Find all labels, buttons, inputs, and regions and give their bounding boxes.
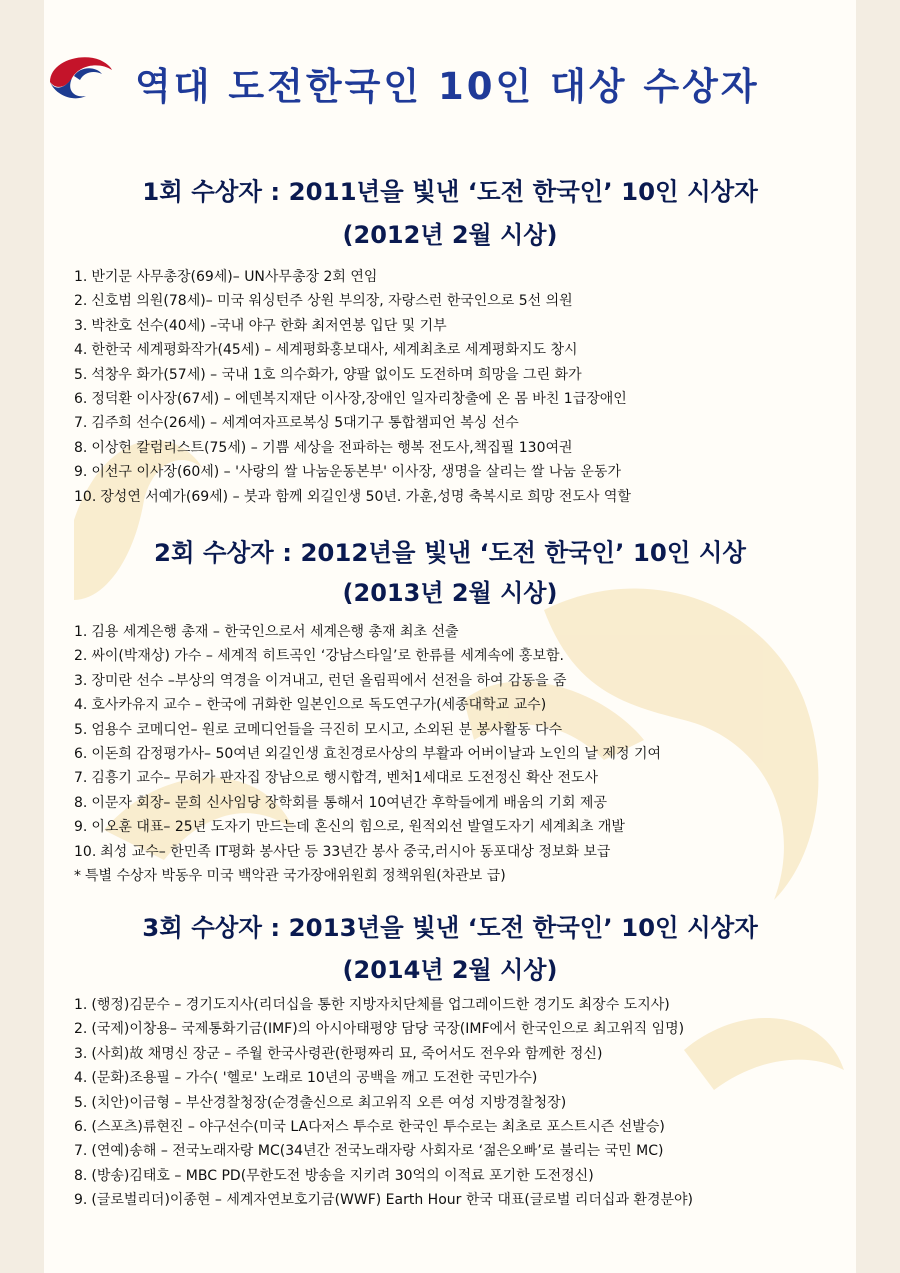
list-item	[74, 363, 631, 387]
item-text: 싸이(박재상) 가수 – 세계적 히트곡인 ‘강남스타일’로 한류를 세계속에 홍보함.	[91, 648, 564, 665]
list-item	[74, 460, 631, 484]
item-text: 김흥기 교수– 무허가 판자집 장남으로 행시합격, 벤처1세대로 도전정신 확산 전도사	[91, 770, 599, 787]
item-text: 엄용수 코메디언– 원로 코메디언들을 극진히 모시고, 소외된 분 봉사활동 다수	[91, 721, 563, 738]
item-number: 8.	[74, 794, 88, 811]
section-1-list	[74, 265, 631, 509]
list-item	[74, 840, 661, 864]
item-number: 1.	[74, 997, 88, 1013]
item-number: 2.	[74, 648, 88, 665]
list-item	[74, 791, 661, 815]
item-text: 이선구 이사장(60세) – '사랑의 쌀 나눔운동본부' 이사장, 생명을 살리는 쌀 나눔 운동가	[91, 464, 621, 481]
section-1-heading: 1회 수상자 : 2011년을 빛낸 ‘도전 한국인’ 10인 시상자	[142, 177, 758, 206]
item-text: 한한국 세계평화작가(45세) – 세계평화홍보대사, 세계최초로 세계평화지도 창시	[91, 342, 578, 359]
item-number: 9.	[74, 819, 88, 836]
list-item	[74, 265, 631, 289]
section-2-subheading: (2013년 2월 시상)	[342, 579, 558, 607]
list-item	[74, 766, 661, 790]
list-item	[74, 742, 661, 766]
item-number: *	[74, 867, 81, 884]
item-number: 6.	[74, 390, 88, 407]
item-number: 10.	[74, 488, 97, 505]
list-item	[74, 436, 631, 460]
list-item	[74, 289, 631, 313]
item-text: 박찬호 선수(40세) –국내 야구 한화 최저연봉 입단 및 기부	[91, 317, 447, 334]
section-2-list	[74, 620, 661, 888]
list-item	[74, 485, 631, 509]
list-item	[74, 718, 661, 742]
list-item	[74, 411, 631, 435]
list-item	[74, 1188, 693, 1212]
list-item	[74, 1115, 693, 1139]
item-number: 7.	[74, 770, 88, 787]
item-text: 반기문 사무총장(69세)– UN사무총장 2회 연임	[91, 269, 378, 285]
item-text: (문화)조용필 – 가수( '헬로' 노래로 10년의 공백을 깨고 도전한 국민가수)	[91, 1070, 538, 1087]
list-item	[74, 1042, 693, 1066]
item-number: 6.	[74, 745, 88, 762]
item-number: 10.	[74, 843, 97, 860]
list-item	[74, 644, 661, 668]
list-item	[74, 387, 631, 411]
item-text: (사회)故 채명신 장군 – 주월 한국사령관(한평짜리 묘, 죽어서도 전우와 함께한 정신)	[91, 1045, 603, 1062]
item-number: 1.	[74, 624, 88, 640]
item-number: 1.	[74, 269, 88, 285]
item-number: 7.	[74, 415, 88, 432]
section-1-subheading: (2012년 2월 시상)	[342, 221, 558, 249]
item-number: 3.	[74, 672, 88, 689]
item-number: 4.	[74, 697, 88, 714]
item-text: (행정)김문수 – 경기도지사(리더십을 통한 지방자치단체를 업그레이드한 경기도 최장수 도지사)	[91, 997, 670, 1013]
list-item	[74, 1017, 693, 1041]
item-text: (연예)송해 – 전국노래자랑 MC(34년간 전국노래자랑 사회자로 ‘젊은오빠’로 불리는 국민 MC)	[91, 1143, 664, 1160]
item-text: (방송)김태호 – MBC PD(무한도전 방송을 지키려 30억의 이적료 포기한 도전정신)	[91, 1167, 594, 1184]
item-text: 호사카유지 교수 – 한국에 귀화한 일본인으로 독도연구가(세종대학교 교수)	[91, 697, 547, 714]
list-item	[74, 314, 631, 338]
list-item	[74, 1164, 693, 1188]
item-text: 석창우 화가(57세) – 국내 1호 의수화가, 양팔 없이도 도전하며 희망을 그린 화가	[91, 366, 582, 383]
list-item	[74, 669, 661, 693]
list-item	[74, 1066, 693, 1090]
list-item	[74, 693, 661, 717]
item-number: 5.	[74, 366, 88, 383]
section-3-heading: 3회 수상자 : 2013년을 빛낸 ‘도전 한국인’ 10인 시상자	[142, 913, 758, 942]
section-2-heading: 2회 수상자 : 2012년을 빛낸 ‘도전 한국인’ 10인 시상	[154, 538, 746, 567]
item-number: 9.	[74, 464, 88, 481]
list-item	[74, 864, 661, 888]
item-number: 6.	[74, 1118, 88, 1135]
list-item	[74, 338, 631, 362]
item-text: 장성연 서예가(69세) – 붓과 함께 외길인생 50년. 가훈,성명 축복시로 희망 전도사 역할	[100, 488, 631, 505]
item-text: (국제)이창용– 국제통화기금(IMF)의 아시아태평양 담당 국장(IMF에서 한국인으로 최고위직 임명)	[91, 1021, 685, 1038]
item-number: 7.	[74, 1143, 88, 1160]
item-number: 5.	[74, 1094, 88, 1111]
list-item	[74, 620, 661, 644]
section-3-subheading: (2014년 2월 시상)	[342, 956, 558, 984]
item-text: 신호범 의원(78세)– 미국 워싱턴주 상원 부의장, 자랑스런 한국인으로 5선 의원	[91, 293, 573, 310]
item-number: 4.	[74, 1070, 88, 1087]
item-text: (글로벌리더)이종현 – 세계자연보호기금(WWF) Earth Hour 한국 대표(글로벌 리더십과 환경분야)	[91, 1192, 693, 1209]
item-text: 최성 교수– 한민족 IT평화 봉사단 등 33년간 봉사 중국,러시아 동포대상 정보화 보급	[100, 843, 611, 860]
item-text: (스포츠)류현진 – 야구선수(미국 LA다저스 투수로 한국인 투수로는 최초로 포스트시즌 선발승)	[91, 1118, 665, 1135]
item-text: 정덕환 이사장(67세) – 에덴복지재단 이사장,장애인 일자리창출에 온 몸 바친 1급장애인	[91, 390, 627, 407]
item-text: 특별 수상자 박동우 미국 백악관 국가장애위원회 정책위원(차관보 급)	[85, 867, 506, 884]
item-number: 8.	[74, 439, 88, 456]
item-number: 4.	[74, 342, 88, 359]
item-text: (치안)이금형 – 부산경찰청장(순경출신으로 최고위직 오른 여성 지방경찰청장)	[91, 1094, 567, 1111]
item-number: 9.	[74, 1192, 88, 1209]
list-item	[74, 815, 661, 839]
section-3-list	[74, 993, 693, 1213]
item-number: 3.	[74, 1045, 88, 1062]
item-number: 2.	[74, 293, 88, 310]
list-item	[74, 993, 693, 1017]
item-number: 3.	[74, 317, 88, 334]
taegeuk-logo-icon	[40, 52, 114, 104]
item-number: 5.	[74, 721, 88, 738]
item-text: 김주희 선수(26세) – 세계여자프로복싱 5대기구 통합챔피언 복싱 선수	[91, 415, 519, 432]
list-item	[74, 1091, 693, 1115]
item-text: 김용 세계은행 총재 – 한국인으로서 세계은행 총재 최초 선출	[91, 624, 459, 640]
item-text: 장미란 선수 –부상의 역경을 이겨내고, 런던 올림픽에서 선전을 하여 감동을 줌	[91, 672, 567, 689]
item-number: 2.	[74, 1021, 88, 1038]
item-text: 이오훈 대표– 25년 도자기 만드는데 혼신의 힘으로, 원적외선 발열도자기 세계최초 개발	[91, 819, 625, 836]
item-text: 이상헌 칼럼리스트(75세) – 기쁨 세상을 전파하는 행복 전도사,책집필 130여권	[91, 439, 573, 456]
item-text: 이문자 회장– 문희 신사임당 장학회를 통해서 10여년간 후학들에게 배움의 기회 제공	[91, 794, 607, 811]
list-item	[74, 1139, 693, 1163]
page-title: 역대 도전한국인 10인 대상 수상자	[135, 65, 760, 108]
item-number: 8.	[74, 1167, 88, 1184]
item-text: 이돈희 감정평가사– 50여년 외길인생 효친경로사상의 부활과 어버이날과 노인의 날 제정 기여	[91, 745, 662, 762]
